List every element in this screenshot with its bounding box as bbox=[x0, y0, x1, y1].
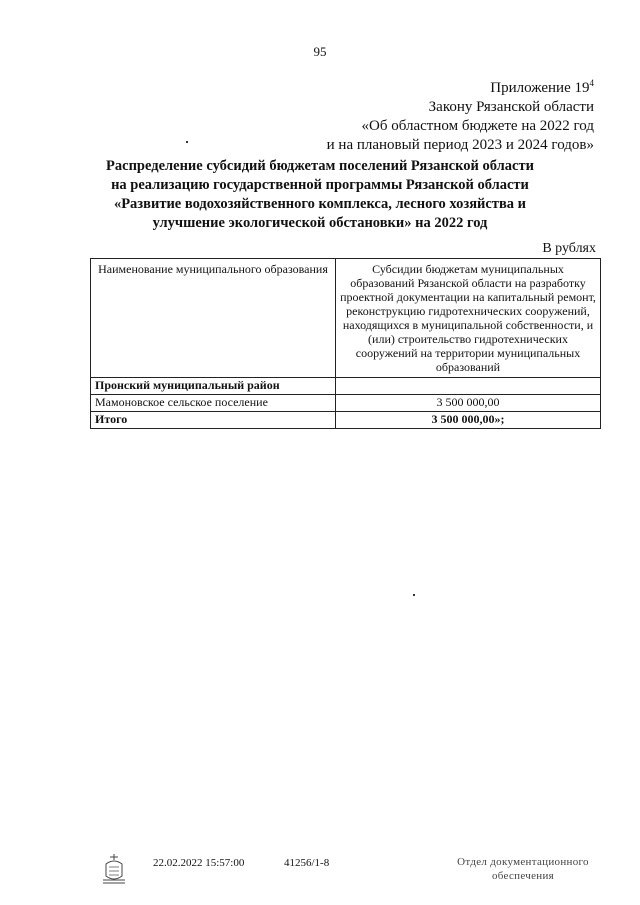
page-number: 95 bbox=[313, 44, 327, 59]
table-header-row bbox=[91, 259, 601, 378]
total-label: Итого bbox=[91, 412, 336, 429]
document-heading bbox=[70, 157, 570, 233]
heading-line-4: улучшение экологической обстановки» на 2022 год bbox=[152, 215, 488, 231]
header-municipality: Наименование муниципального образования bbox=[91, 259, 336, 378]
table-row-district bbox=[91, 378, 601, 395]
table-row bbox=[91, 395, 601, 412]
footer-doc-number: 41256/1-8 bbox=[284, 857, 330, 869]
department-line-1: Отдел документационного bbox=[457, 856, 589, 868]
subsidy-table bbox=[90, 258, 601, 429]
department-stamp bbox=[448, 855, 598, 883]
units-label: В рублях bbox=[542, 241, 596, 256]
settlement-value: 3 500 000,00 bbox=[336, 395, 601, 412]
heading-line-1: Распределение субсидий бюджетам поселений Рязанской области bbox=[106, 158, 534, 174]
appendix-line-1: Приложение $19^4$ bbox=[490, 78, 594, 96]
scan-dot bbox=[186, 141, 188, 143]
heading-line-3: «Развитие водохозяйственного комплекса, лесного хозяйства и bbox=[113, 196, 527, 212]
appendix-superscript: 4 bbox=[589, 78, 594, 88]
settlement-name: Мамоновское сельское поселение bbox=[91, 395, 336, 412]
appendix-line-3: «Об областном бюджете на 2022 год bbox=[361, 118, 594, 134]
heading-line-2: на реализацию государственной программы Рязанской области bbox=[111, 177, 529, 193]
table-row-total bbox=[91, 412, 601, 429]
district-value bbox=[336, 378, 601, 395]
appendix-line-2: Закону Рязанской области bbox=[428, 99, 594, 115]
department-line-2: обеспечения bbox=[491, 870, 555, 882]
footer-datetime: 22.02.2022 15:57:00 bbox=[153, 857, 245, 869]
emblem-icon bbox=[100, 852, 128, 886]
scan-dot bbox=[413, 594, 415, 596]
header-subsidy: Субсидии бюджетам муниципальных образований Рязанской области на разработку проектной документации на капитальный ремонт, реконструкцию гидротехнических сооружений, находящихся в муниципальной собственности, и (или) строительство гидротехнических сооружений на территории муниципальных образований bbox=[336, 259, 601, 378]
total-value: 3 500 000,00»; bbox=[336, 412, 601, 429]
appendix-block bbox=[327, 74, 594, 155]
appendix-line-4: и на плановый период 2023 и 2024 годов» bbox=[326, 137, 594, 153]
district-name: Пронский муниципальный район bbox=[91, 378, 336, 395]
